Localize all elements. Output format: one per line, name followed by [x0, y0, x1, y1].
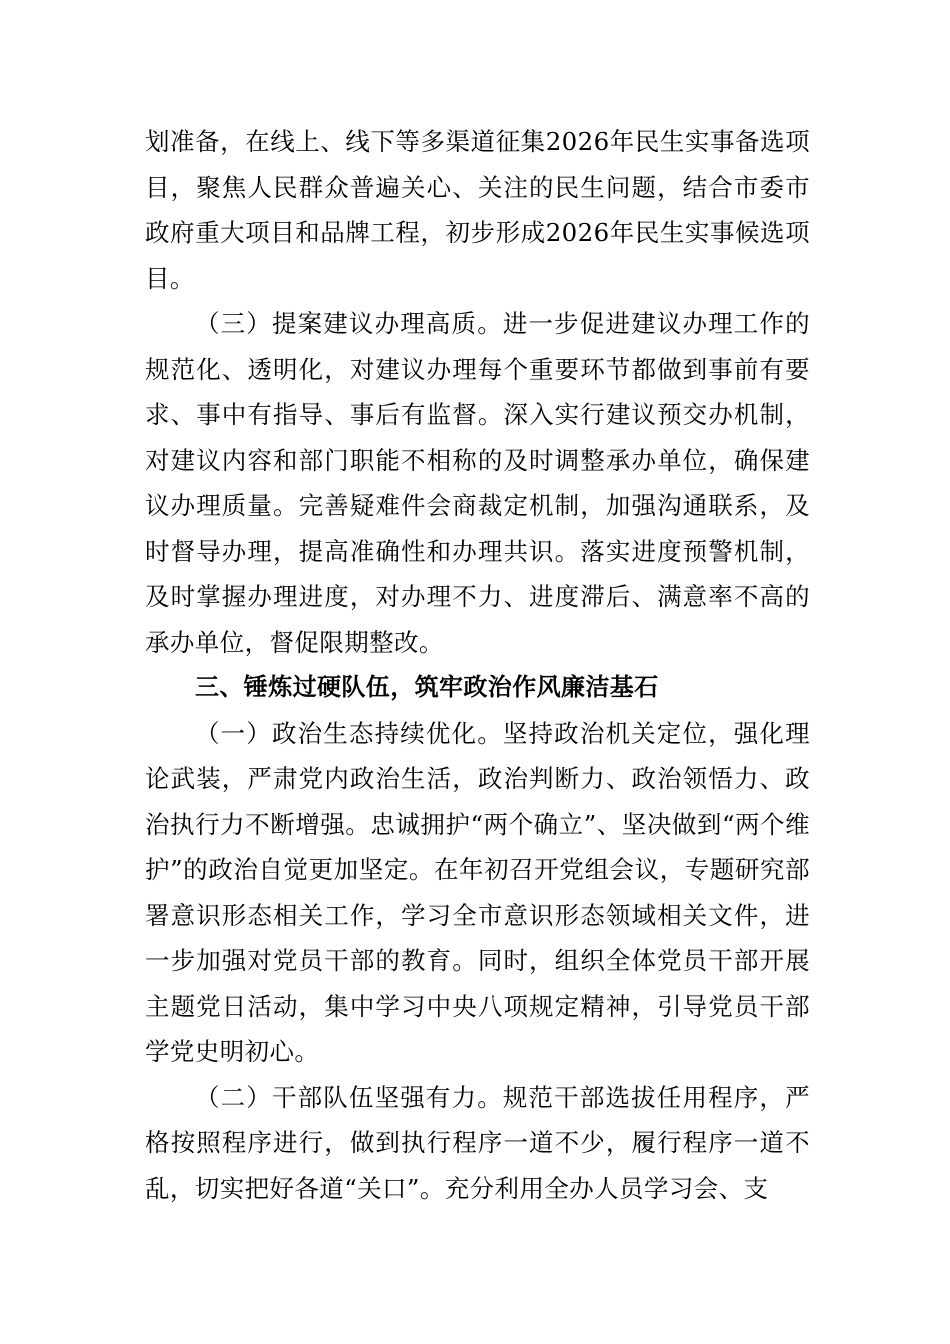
- paragraph-proposal-handling: （三）提案建议办理高质。进一步促进建议办理工作的规范化、透明化，对建议办理每个重要环节都做到事前有要求、事中有指导、事后有监督。深入实行建议预交办机制，对建议内容和部门职能不相称的及时调整承办单位，确保建议办理质量。完善疑难件会商裁定机制，加强沟通联系，及时督导办理，提高准确性和办理共识。落实进度预警机制，及时掌握办理进度，对办理不力、进度滞后、满意率不高的承办单位，督促限期整改。: [145, 309, 810, 657]
- section-heading: 三、锤炼过硬队伍，筑牢政治作风廉洁基石: [195, 673, 659, 701]
- paragraph-continuation: 划准备，在线上、线下等多渠道征集2026年民生实事备选项目，聚焦人民群众普遍关心、关注的民生问题，结合市委市政府重大项目和品牌工程，初步形成2026年民生实事候选项目。: [145, 127, 810, 293]
- paragraph-political-ecology: （一）政治生态持续优化。坚持政治机关定位，强化理论武装，严肃党内政治生活，政治判断力、政治领悟力、政治执行力不断增强。忠诚拥护“两个确立”、坚决做到“两个维护”的政治自觉更加坚定。在年初召开党组会议，专题研究部署意识形态相关工作，学习全市意识形态领域相关文件，进一步加强对党员干部的教育。同时，组织全体党员干部开展主题党日活动，集中学习中央八项规定精神，引导党员干部学党史明初心。: [145, 718, 810, 1066]
- document-body: [145, 119, 810, 1211]
- paragraph-cadre-team: （二）干部队伍坚强有力。规范干部选拔任用程序，严格按照程序进行，做到执行程序一道不少，履行程序一道不乱，切实把好各道“关口”。充分利用全办人员学习会、支: [145, 1082, 810, 1203]
